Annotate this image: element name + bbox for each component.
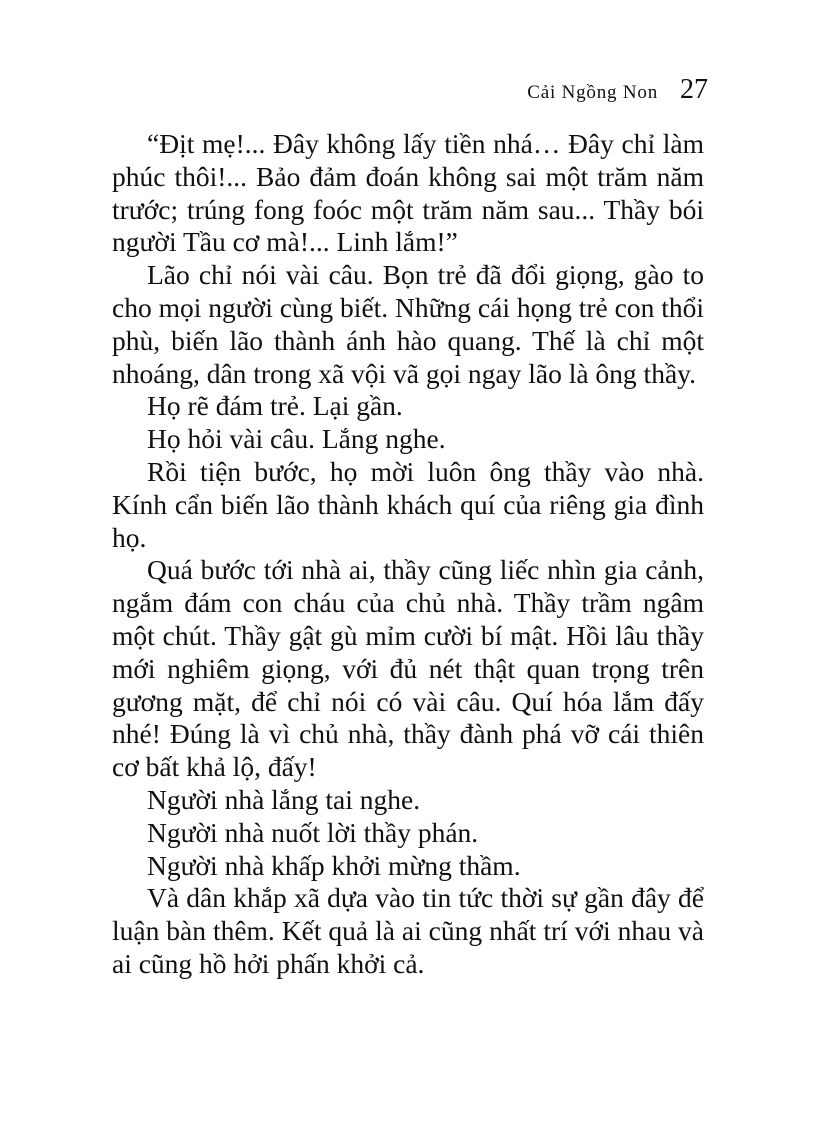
paragraph: Họ rẽ đám trẻ. Lại gần. (147, 390, 403, 422)
body-text (112, 128, 704, 981)
paragraph: Người nhà nuốt lời thầy phán. (147, 816, 479, 848)
paragraph: “Địt mẹ!... Đây không lấy tiền nhá… Đây chỉ làm phúc thôi!... Bảo đảm đoán không sai một trăm năm trước; trúng fong foóc một trăm năm sau... Thầy bói người Tầu cơ mà!... Linh lắm!” (112, 128, 704, 258)
paragraph: Lão chỉ nói vài câu. Bọn trẻ đã đổi giọng, gào to cho mọi người cùng biết. Những cái họng trẻ con thổi phù, biến lão thành ánh hào quang. Thế là chỉ một nhoáng, dân trong xã vội vã gọi ngay lão là ông thầy. (112, 259, 704, 389)
paragraph: Quá bước tới nhà ai, thầy cũng liếc nhìn gia cảnh, ngắm đám con cháu của chủ nhà. Thầy trầm ngâm một chút. Thầy gật gù mỉm cười bí mật. Hồi lâu thầy mới nghiêm giọng, với đủ nét thật quan trọng trên gương mặt, để chỉ nói có vài câu. Quí hóa lắm đấy nhé! Đúng là vì chủ nhà, thầy đành phá vỡ cái thiên cơ bất khả lộ, đấy! (112, 554, 704, 783)
paragraph: Người nhà khấp khởi mừng thầm. (147, 849, 521, 881)
paragraph: Và dân khắp xã dựa vào tin tức thời sự gần đây để luận bàn thêm. Kết quả là ai cũng nhất trí với nhau và ai cũng hồ hởi phấn khởi cả. (112, 882, 704, 979)
paragraph: Họ hỏi vài câu. Lắng nghe. (147, 423, 446, 455)
paragraph: Rồi tiện bước, họ mời luôn ông thầy vào nhà. Kính cẩn biến lão thành khách quí của riêng gia đình họ. (112, 455, 704, 553)
page-number: 27 (680, 74, 708, 105)
running-title: Cải Ngồng Non (527, 82, 658, 103)
paragraph: Người nhà lắng tai nghe. (147, 783, 421, 815)
page-header (527, 74, 708, 106)
